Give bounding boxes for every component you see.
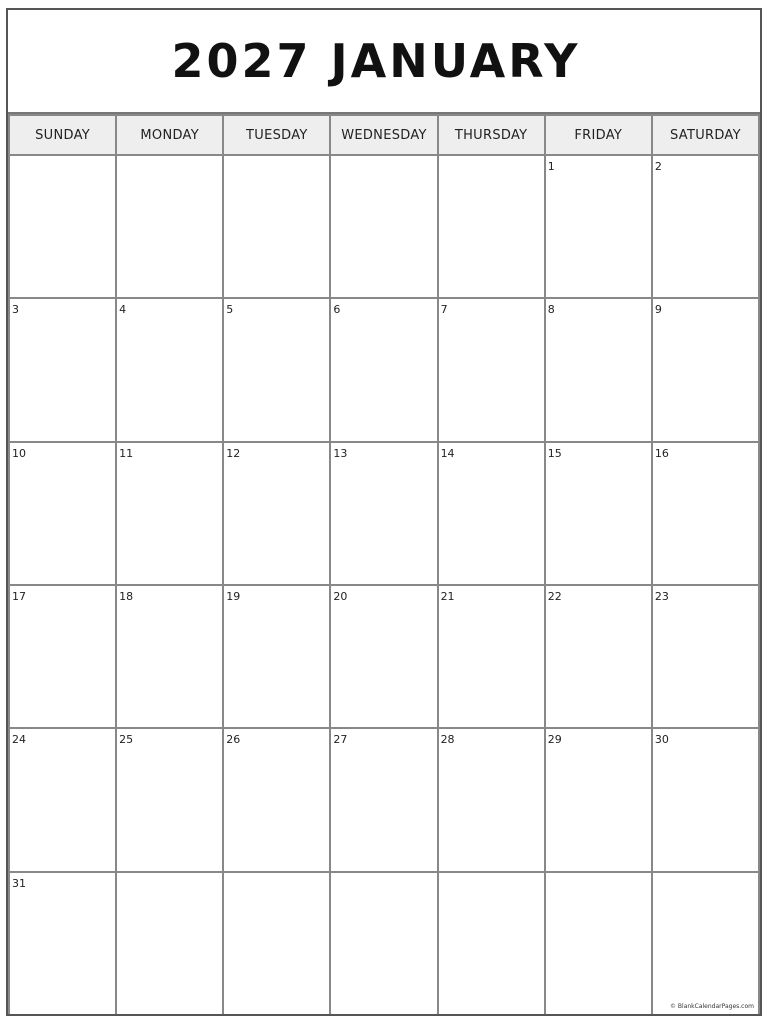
day-cell: [331, 443, 436, 584]
day-number: 21: [440, 589, 455, 603]
day-number: 13: [333, 446, 348, 460]
day-cell: [653, 586, 758, 727]
day-number: 28: [440, 733, 455, 747]
day-cell: [439, 586, 544, 727]
day-number: 27: [333, 733, 348, 747]
day-cell: [224, 156, 329, 297]
day-cell: [10, 586, 115, 727]
day-cell: [439, 156, 544, 297]
day-cell: [117, 586, 222, 727]
day-cell: [439, 443, 544, 584]
day-cell: [439, 299, 544, 440]
day-cell: [117, 873, 222, 1014]
day-number: 8: [547, 303, 555, 317]
day-cell: [331, 873, 436, 1014]
day-number: 20: [333, 589, 348, 603]
day-cell: [331, 156, 436, 297]
day-cell: [10, 873, 115, 1014]
day-number: 26: [226, 733, 241, 747]
day-cell: [331, 586, 436, 727]
day-cell: [224, 299, 329, 440]
credit-text: © BlankCalendarPages.com: [670, 1002, 754, 1010]
day-cell: [10, 729, 115, 870]
calendar-title: 2027 JANUARY: [171, 34, 581, 88]
day-number: 3: [12, 303, 19, 317]
day-cell: [546, 299, 651, 440]
title-bar: [8, 10, 760, 114]
day-number: 31: [12, 876, 26, 890]
day-number: 12: [226, 446, 241, 460]
day-cell: [653, 156, 758, 297]
day-cell: [224, 443, 329, 584]
day-number: 16: [654, 446, 669, 460]
day-cell: [10, 156, 115, 297]
day-cell: [546, 729, 651, 870]
day-number: 15: [547, 446, 562, 460]
day-number: 7: [440, 303, 448, 317]
day-number: 10: [12, 446, 26, 460]
day-number: 19: [226, 589, 241, 603]
day-cell: [653, 873, 758, 1014]
day-number: 25: [119, 733, 134, 747]
day-cell: [117, 156, 222, 297]
day-cell: [224, 873, 329, 1014]
day-number: 5: [226, 303, 234, 317]
day-number: 9: [654, 303, 662, 317]
day-number: 24: [12, 733, 26, 747]
day-cell: [439, 729, 544, 870]
day-number: 23: [654, 589, 669, 603]
day-cell: [439, 873, 544, 1014]
weekday-header-monday: MONDAY: [117, 116, 222, 154]
day-cell: [546, 586, 651, 727]
day-cell: [331, 729, 436, 870]
day-number: 14: [440, 446, 455, 460]
day-cell: [653, 729, 758, 870]
day-number: 22: [547, 589, 562, 603]
day-cell: [331, 299, 436, 440]
day-cell: [117, 443, 222, 584]
day-cell: [546, 156, 651, 297]
calendar-sheet: [6, 8, 762, 1016]
day-number: 18: [119, 589, 134, 603]
day-number: 1: [547, 160, 555, 173]
day-number: 29: [547, 733, 562, 747]
weekday-header-saturday: SATURDAY: [653, 116, 758, 154]
day-number: 2: [654, 160, 662, 173]
day-cell: [546, 443, 651, 584]
day-number: 6: [333, 303, 341, 317]
calendar-grid: [8, 114, 760, 1014]
day-cell: [224, 729, 329, 870]
day-number: 17: [12, 589, 26, 603]
day-number: 4: [119, 303, 127, 317]
day-number: 30: [654, 733, 669, 747]
day-cell: [546, 873, 651, 1014]
day-cell: [653, 299, 758, 440]
day-number: 11: [119, 446, 134, 460]
day-cell: [117, 299, 222, 440]
day-cell: [224, 586, 329, 727]
day-cell: [10, 443, 115, 584]
weekday-header-friday: FRIDAY: [546, 116, 651, 154]
weekday-header-wednesday: WEDNESDAY: [331, 116, 436, 154]
weekday-header-sunday: SUNDAY: [10, 116, 115, 154]
day-cell: [117, 729, 222, 870]
day-cell: [10, 299, 115, 440]
day-cell: [653, 443, 758, 584]
weekday-header-thursday: THURSDAY: [439, 116, 544, 154]
weekday-header-tuesday: TUESDAY: [224, 116, 329, 154]
